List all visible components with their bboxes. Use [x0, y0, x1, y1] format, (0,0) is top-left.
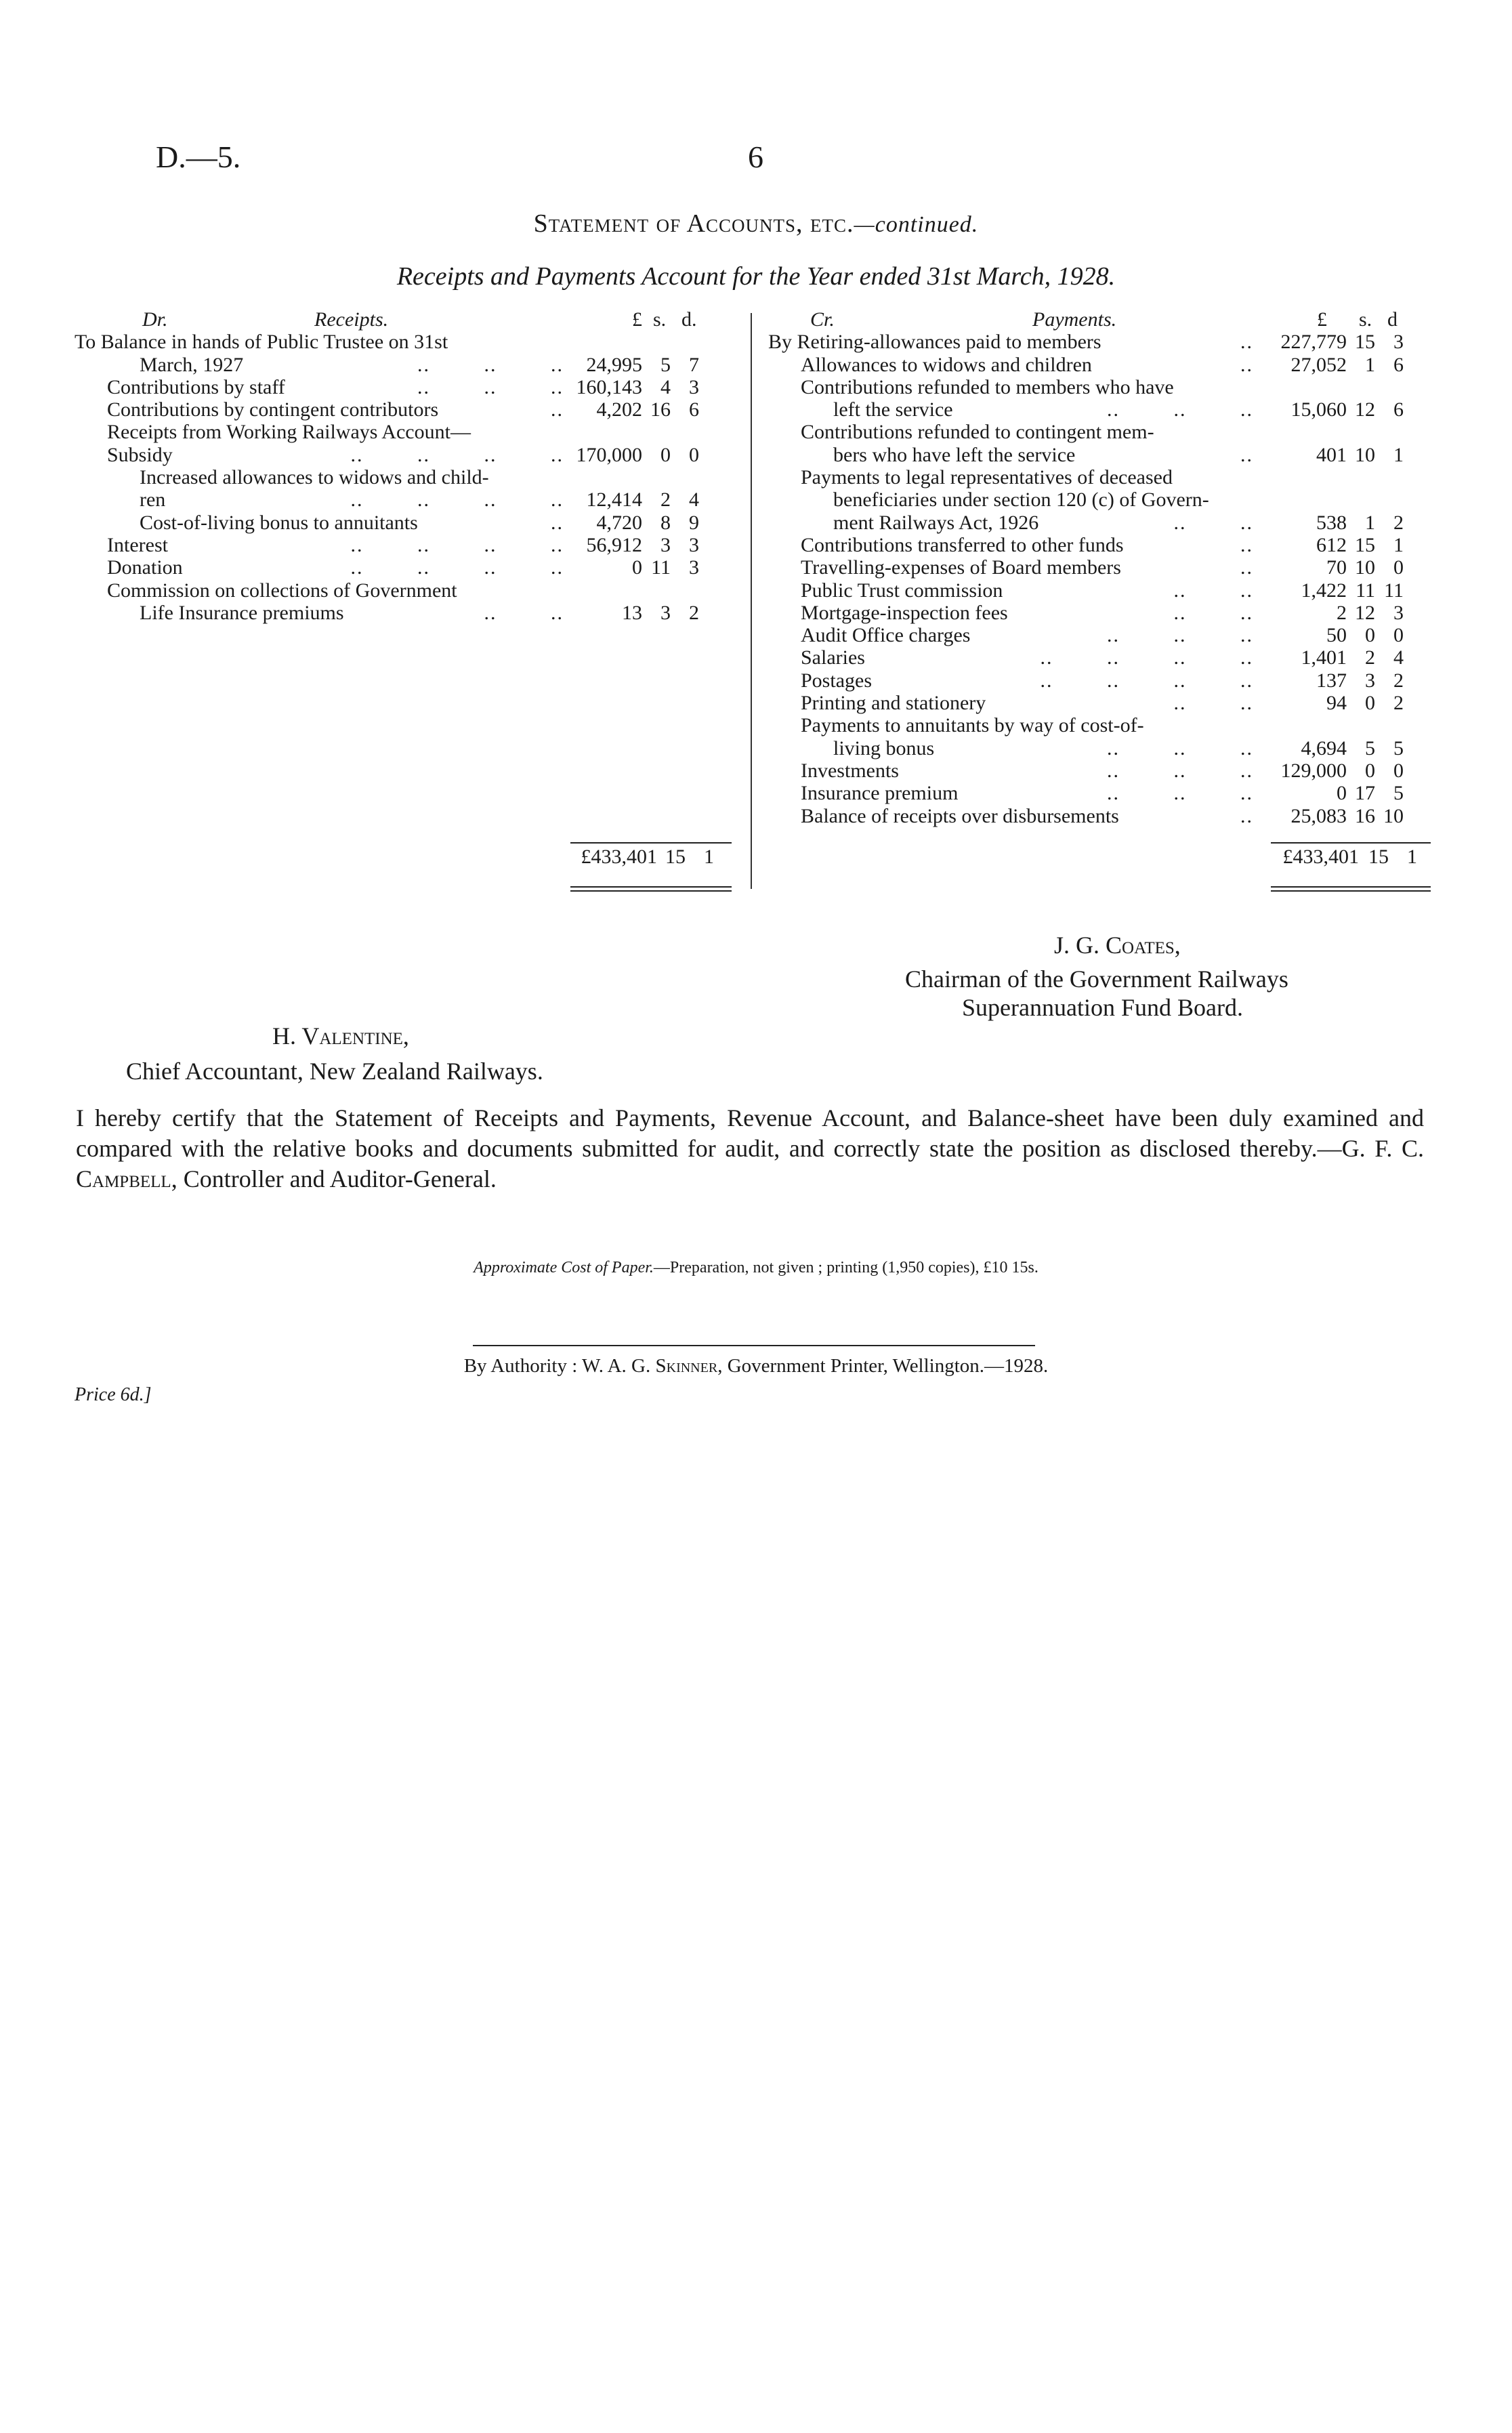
payment-row-label: Balance of receipts over disbursements [801, 804, 1119, 827]
receipt-row-label: Donation [107, 556, 183, 579]
receipt-pence: 0 [689, 443, 699, 466]
payment-shillings: 10 [1355, 556, 1375, 579]
payments-heading: Payments. [1032, 308, 1117, 331]
payment-pence: 4 [1393, 646, 1404, 669]
leader-dots: .. .. .. .. [1040, 646, 1253, 669]
payment-pence: 0 [1393, 624, 1404, 647]
payment-row-label: living bonus [833, 736, 935, 760]
payment-pence: 1 [1393, 443, 1404, 466]
leader-dots: .. .. .. [1107, 759, 1253, 782]
leader-dots: .. [1240, 331, 1253, 354]
payment-shillings: 11 [1356, 579, 1375, 602]
leader-dots: .. .. [484, 601, 564, 624]
leader-dots: .. .. [1173, 511, 1253, 534]
payment-row-label: left the service [833, 398, 953, 421]
payment-shillings: 16 [1355, 804, 1375, 827]
payment-shillings: 0 [1365, 624, 1375, 647]
payment-row [768, 466, 1431, 488]
receipt-pounds: 56,912 [586, 533, 642, 556]
receipts-double-rule-b [570, 890, 732, 892]
payment-row [768, 624, 1431, 646]
receipt-shillings: 3 [660, 533, 671, 556]
payment-pence: 3 [1393, 331, 1404, 354]
leader-dots: .. .. [1173, 601, 1253, 624]
receipt-pence: 9 [689, 511, 699, 534]
payments-ledger [768, 308, 1431, 827]
payment-row-label: Contributions refunded to contingent mem- [801, 421, 1154, 444]
leader-dots: .. .. .. .. [350, 488, 564, 512]
receipt-row [75, 579, 733, 602]
payment-row [768, 331, 1431, 353]
payment-row-label: ment Railways Act, 1926 [833, 511, 1039, 534]
accountant-title: Chief Accountant, New Zealand Railways. [126, 1058, 543, 1085]
payment-pence: 2 [1393, 669, 1404, 692]
receipt-row [75, 444, 733, 466]
payment-shillings: 5 [1365, 736, 1375, 760]
payment-row [768, 714, 1431, 736]
receipt-shillings: 2 [660, 488, 671, 512]
receipts-total-shillings: 15 [665, 846, 686, 868]
page-number: 6 [748, 140, 763, 174]
payment-row [768, 534, 1431, 556]
cost-label: Approximate Cost of Paper. [474, 1259, 654, 1276]
statement-title-main: Statement of Accounts, etc. [533, 209, 854, 238]
payment-row [768, 579, 1431, 602]
receipt-pence: 3 [689, 556, 699, 579]
cost-of-paper-note: Approximate Cost of Paper.—Preparation, not given ; printing (1,950 copies), £10 15s. [474, 1259, 1038, 1276]
accountant-name: H. Valentine, [272, 1022, 409, 1049]
leader-dots: .. .. .. .. [350, 556, 564, 579]
payment-row [768, 488, 1431, 511]
leader-dots: .. .. .. [1107, 736, 1253, 760]
receipt-row [75, 512, 733, 534]
receipt-row-label: Commission on collections of Government [107, 579, 457, 602]
payment-pounds: 50 [1326, 624, 1347, 647]
receipts-total-pence: 1 [704, 846, 714, 868]
payment-row [768, 376, 1431, 398]
receipt-pounds: 160,143 [576, 375, 642, 398]
leader-dots: .. [1240, 443, 1253, 466]
payment-shillings: 10 [1355, 443, 1375, 466]
payment-pounds: 129,000 [1280, 759, 1347, 782]
leader-dots: .. [1240, 353, 1253, 376]
payment-row-label: Audit Office charges [801, 624, 971, 647]
payment-pounds: 1,422 [1301, 579, 1347, 602]
receipts-rows [75, 331, 733, 624]
leader-dots: .. [1240, 804, 1253, 827]
receipt-pence: 2 [689, 601, 699, 624]
receipt-pence: 6 [689, 398, 699, 421]
chairman-title-line2: Superannuation Fund Board. [962, 994, 1243, 1021]
receipt-row-label: ren [140, 488, 166, 512]
payment-pounds: 2 [1337, 601, 1347, 624]
payment-pounds: 137 [1316, 669, 1347, 692]
payment-pounds: 25,083 [1290, 804, 1347, 827]
payment-row-label: Postages [801, 669, 872, 692]
payments-rows [768, 331, 1431, 827]
leader-dots: .. .. .. [417, 375, 564, 398]
payment-pence: 0 [1393, 759, 1404, 782]
receipt-pounds: 0 [632, 556, 642, 579]
receipt-row-label: Contributions by contingent contributors [107, 398, 439, 421]
payment-row-label: Contributions refunded to members who have [801, 375, 1174, 398]
document-code: D.—5. [156, 140, 241, 174]
payment-pounds: 94 [1326, 692, 1347, 715]
leader-dots: .. [551, 511, 564, 534]
receipt-row-label: Interest [107, 533, 168, 556]
payment-pence: 5 [1393, 782, 1404, 805]
authority-rule [473, 1345, 1035, 1346]
leader-dots: .. .. [1173, 579, 1253, 602]
receipt-row-label: Contributions by staff [107, 375, 285, 398]
receipt-pounds: 13 [622, 601, 642, 624]
payment-row [768, 646, 1431, 669]
payment-pence: 2 [1393, 692, 1404, 715]
payment-row [768, 782, 1431, 804]
leader-dots: .. .. .. [1107, 398, 1253, 421]
receipt-row-label: Life Insurance premiums [140, 601, 344, 624]
payment-pence: 11 [1384, 579, 1404, 602]
payment-row-label: Investments [801, 759, 899, 782]
receipt-shillings: 8 [660, 511, 671, 534]
receipt-pence: 7 [689, 353, 699, 376]
payment-row-label: Salaries [801, 646, 865, 669]
receipts-header [75, 308, 733, 331]
payments-col-pounds: £ [1317, 308, 1327, 331]
printer-name: Skinner [655, 1355, 718, 1377]
payment-row-label: beneficiaries under section 120 (c) of Govern- [833, 488, 1209, 512]
payment-pence: 2 [1393, 511, 1404, 534]
payment-pence: 0 [1393, 556, 1404, 579]
payment-shillings: 15 [1355, 533, 1375, 556]
leader-dots: .. [1240, 533, 1253, 556]
payment-row [768, 398, 1431, 421]
payment-row [768, 669, 1431, 692]
leader-dots: .. .. .. [1107, 624, 1253, 647]
receipts-ledger [75, 308, 733, 624]
payment-shillings: 12 [1355, 398, 1375, 421]
payments-col-shillings: s. [1359, 308, 1372, 331]
payment-row [768, 737, 1431, 760]
receipt-pounds: 4,202 [596, 398, 642, 421]
statement-title-suffix: —continued. [854, 212, 979, 237]
receipt-row-label: Increased allowances to widows and child- [140, 466, 489, 489]
receipt-row-label: March, 1927 [140, 353, 244, 376]
payment-row [768, 805, 1431, 827]
leader-dots: .. .. .. .. [1040, 669, 1253, 692]
cr-label: Cr. [810, 308, 835, 331]
receipt-row [75, 376, 733, 398]
leader-dots: .. .. .. .. [350, 533, 564, 556]
payment-shillings: 15 [1355, 331, 1375, 354]
payment-row [768, 760, 1431, 782]
receipt-row [75, 534, 733, 556]
receipt-row [75, 556, 733, 579]
payment-shillings: 2 [1365, 646, 1375, 669]
receipt-pence: 3 [689, 375, 699, 398]
payment-row-label: Payments to legal representatives of deceased [801, 466, 1173, 489]
receipt-pounds: 170,000 [576, 443, 642, 466]
payment-shillings: 0 [1365, 759, 1375, 782]
receipt-row-label: Cost-of-living bonus to annuitants [140, 511, 418, 534]
receipt-row [75, 488, 733, 511]
receipts-heading: Receipts. [314, 308, 389, 331]
payment-pounds: 1,401 [1301, 646, 1347, 669]
payment-pence: 1 [1393, 533, 1404, 556]
payment-row [768, 421, 1431, 443]
payment-pounds: 612 [1316, 533, 1347, 556]
payment-row [768, 354, 1431, 376]
payment-pence: 5 [1393, 736, 1404, 760]
chairman-title-line1: Chairman of the Government Railways [905, 965, 1288, 993]
dr-label: Dr. [142, 308, 168, 331]
leader-dots: .. [1240, 556, 1253, 579]
receipts-total-rule [570, 842, 732, 844]
payment-pence: 6 [1393, 398, 1404, 421]
payment-row [768, 444, 1431, 466]
payment-row-label: Printing and stationery [801, 692, 986, 715]
payments-total-rule [1271, 842, 1431, 844]
receipt-shillings: 5 [660, 353, 671, 376]
column-divider [751, 313, 752, 889]
payment-row-label: bers who have left the service [833, 443, 1076, 466]
payment-row-label: Insurance premium [801, 782, 959, 805]
printer-authority: By Authority : W. A. G. Skinner, Government Printer, Wellington.—1928. [463, 1355, 1049, 1377]
receipt-row [75, 354, 733, 376]
payment-pounds: 15,060 [1290, 398, 1347, 421]
receipt-pounds: 4,720 [596, 511, 642, 534]
receipts-total-pounds: £433,401 [581, 846, 657, 868]
payments-header [768, 308, 1431, 331]
payments-total-pounds: £433,401 [1282, 846, 1359, 868]
payment-pounds: 70 [1326, 556, 1347, 579]
payment-pence: 6 [1393, 353, 1404, 376]
receipt-row-label: Receipts from Working Railways Account— [107, 421, 471, 444]
leader-dots: .. .. .. [417, 353, 564, 376]
payment-pounds: 4,694 [1301, 736, 1347, 760]
payment-row-label: Payments to annuitants by way of cost-of- [801, 714, 1144, 737]
receipt-row [75, 421, 733, 443]
payment-shillings: 17 [1355, 782, 1375, 805]
payment-row-label: Contributions transferred to other funds [801, 533, 1124, 556]
auditor-name: Campbell [76, 1165, 171, 1192]
payment-pounds: 538 [1316, 511, 1347, 534]
statement-title [0, 209, 1512, 238]
payment-pence: 10 [1383, 804, 1404, 827]
payment-row [768, 602, 1431, 624]
payment-row [768, 692, 1431, 714]
chairman-name: J. G. Coates, [1054, 932, 1181, 959]
receipt-shillings: 4 [660, 375, 671, 398]
payment-row-label: By Retiring-allowances paid to members [768, 331, 1101, 354]
receipt-pence: 4 [689, 488, 699, 512]
payments-double-rule-a [1271, 886, 1431, 888]
payment-pence: 3 [1393, 601, 1404, 624]
payment-row-label: Allowances to widows and children [801, 353, 1092, 376]
receipt-shillings: 0 [660, 443, 671, 466]
audit-certification: I hereby certify that the Statement of Receipts and Payments, Revenue Account, and Balance-sheet have been duly examined and compared with the relative books and documents submitted for audit, and correctly state the position as disclosed thereby.—G. F. C. Campbell, Controller and Auditor-General. [76, 1104, 1424, 1192]
payment-row-label: Travelling-expenses of Board members [801, 556, 1121, 579]
receipt-pounds: 24,995 [586, 353, 642, 376]
payment-shillings: 1 [1365, 353, 1375, 376]
receipts-col-pence: d. [681, 308, 697, 331]
payment-row-label: Mortgage-inspection fees [801, 601, 1008, 624]
receipts-col-shillings: s. [653, 308, 667, 331]
receipt-row [75, 398, 733, 421]
receipt-shillings: 11 [651, 556, 671, 579]
leader-dots: .. .. .. .. [350, 443, 564, 466]
receipt-row-label: To Balance in hands of Public Trustee on 31st [75, 331, 448, 354]
account-title: Receipts and Payments Account for the Year ended 31st March, 1928. [396, 262, 1116, 291]
leader-dots: .. .. [1173, 692, 1253, 715]
payment-shillings: 1 [1365, 511, 1375, 534]
payment-pounds: 0 [1337, 782, 1347, 805]
payment-row-label: Public Trust commission [801, 579, 1003, 602]
payment-pounds: 227,779 [1280, 331, 1347, 354]
receipts-double-rule-a [570, 886, 732, 888]
payment-shillings: 0 [1365, 692, 1375, 715]
receipt-row [75, 331, 733, 353]
payment-shillings: 12 [1355, 601, 1375, 624]
price: Price 6d.] [75, 1384, 152, 1405]
receipt-shillings: 16 [650, 398, 671, 421]
leader-dots: .. [551, 398, 564, 421]
payments-total-pence: 1 [1407, 846, 1417, 868]
payment-shillings: 3 [1365, 669, 1375, 692]
payments-double-rule-b [1271, 890, 1431, 892]
payment-pounds: 401 [1316, 443, 1347, 466]
receipts-col-pounds: £ [632, 308, 642, 331]
receipt-row [75, 466, 733, 488]
payments-col-pence: d [1387, 308, 1398, 331]
leader-dots: .. .. .. [1107, 782, 1253, 805]
receipt-row-label: Subsidy [107, 443, 173, 466]
receipt-pence: 3 [689, 533, 699, 556]
payment-row [768, 512, 1431, 534]
payment-pounds: 27,052 [1290, 353, 1347, 376]
payments-total-shillings: 15 [1368, 846, 1389, 868]
payment-row [768, 556, 1431, 579]
receipt-row [75, 602, 733, 624]
receipt-shillings: 3 [660, 601, 671, 624]
receipt-pounds: 12,414 [586, 488, 642, 512]
